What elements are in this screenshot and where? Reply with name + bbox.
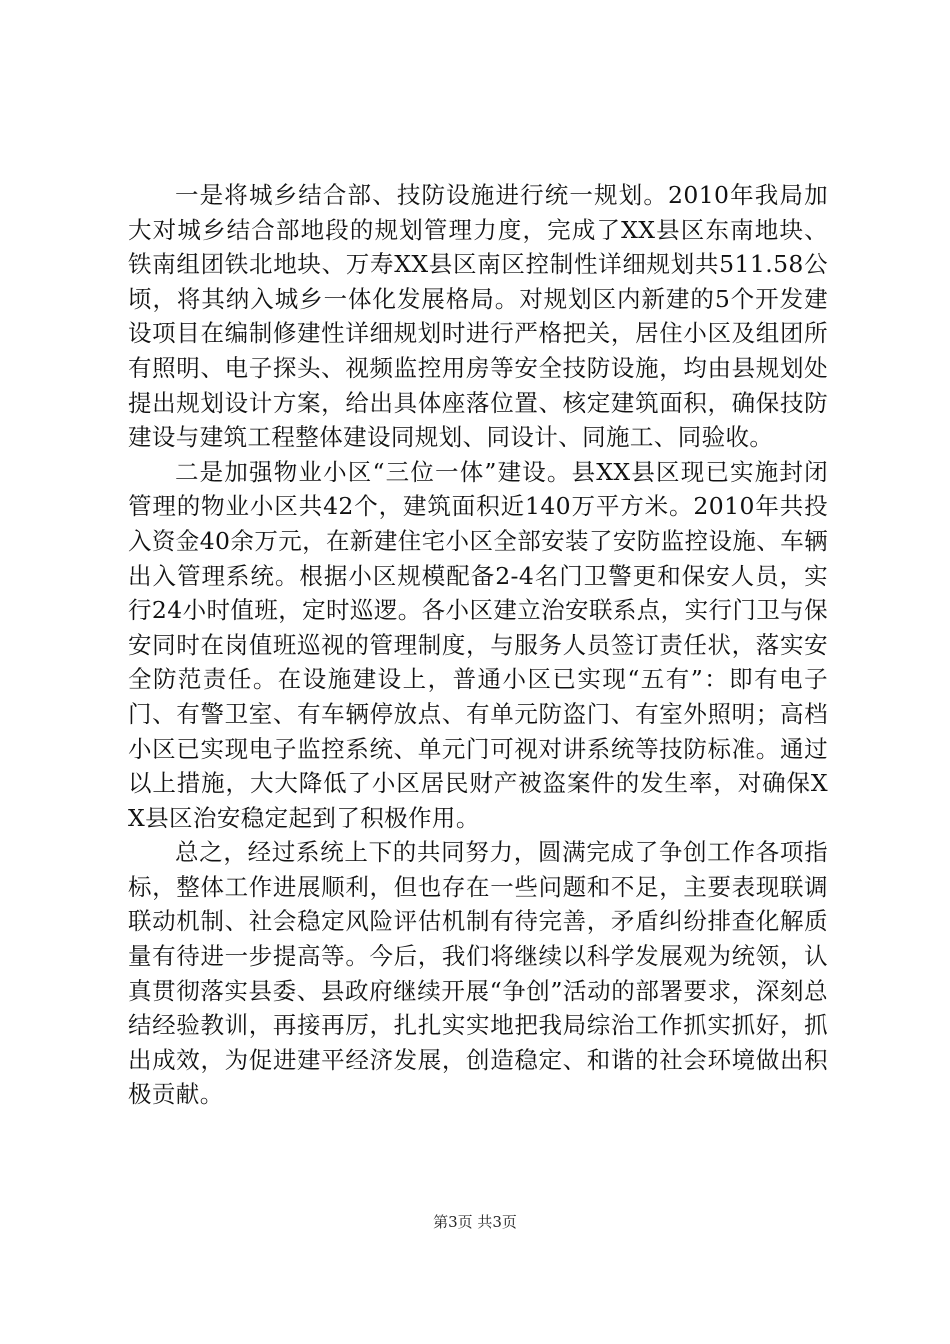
page-number-footer: 第3页 共3页 — [433, 1213, 517, 1231]
paragraph-planning: 一是将城乡结合部、技防设施进行统一规划。2010年我局加大对城乡结合部地段的规划管理力度，完成了XX县区东南地块、铁南组团铁北地块、万寿XX县区南区控制性详细规划共511.58公顷，将其纳入城乡一体化发展格局。对规划区内新建的5个开发建设项目在编制修建性详细规划时进行严格把关，居住小区及组团所有照明、电子探头、视频监控用房等安全技防设施，均由县规划处提出规划设计方案，给出具体座落位置、核定建筑面积，确保技防建设与建筑工程整体建设同规划、同设计、同施工、同验收。 — [128, 181, 828, 452]
paragraph-summary: 总之，经过系统上下的共同努力，圆满完成了争创工作各项指标，整体工作进展顺利，但也存在一些问题和不足，主要表现联调联动机制、社会稳定风险评估机制有待完善，矛盾纠纷排查化解质量有待进一步提高等。今后，我们将继续以科学发展观为统领，认真贯彻落实县委、县政府继续开展“争创”活动的部署要求，深刻总结经验教训，再接再厉，扎扎实实地把我局综治工作抓实抓好，抓出成效，为促进建平经济发展，创造稳定、和谐的社会环境做出积极贡献。 — [128, 838, 828, 1109]
paragraph-property-communities: 二是加强物业小区“三位一体”建设。县XX县区现已实施封闭管理的物业小区共42个，建筑面积近140万平方米。2010年共投入资金40余万元，在新建住宅小区全部安装了安防监控设施、车辆出入管理系统。根据小区规模配备2-4名门卫警更和保安人员，实行24小时值班，定时巡逻。各小区建立治安联系点，实行门卫与保安同时在岗值班巡视的管理制度，与服务人员签订责任状，落实安全防范责任。在设施建设上，普通小区已实现“五有”：即有电子门、有警卫室、有车辆停放点、有单元防盗门、有室外照明；高档小区已实现电子监控系统、单元门可视对讲系统等技防标准。通过以上措施，大大降低了小区居民财产被盗案件的发生率，对确保XX县区治安稳定起到了积极作用。 — [128, 457, 828, 832]
document-body — [128, 178, 828, 1112]
